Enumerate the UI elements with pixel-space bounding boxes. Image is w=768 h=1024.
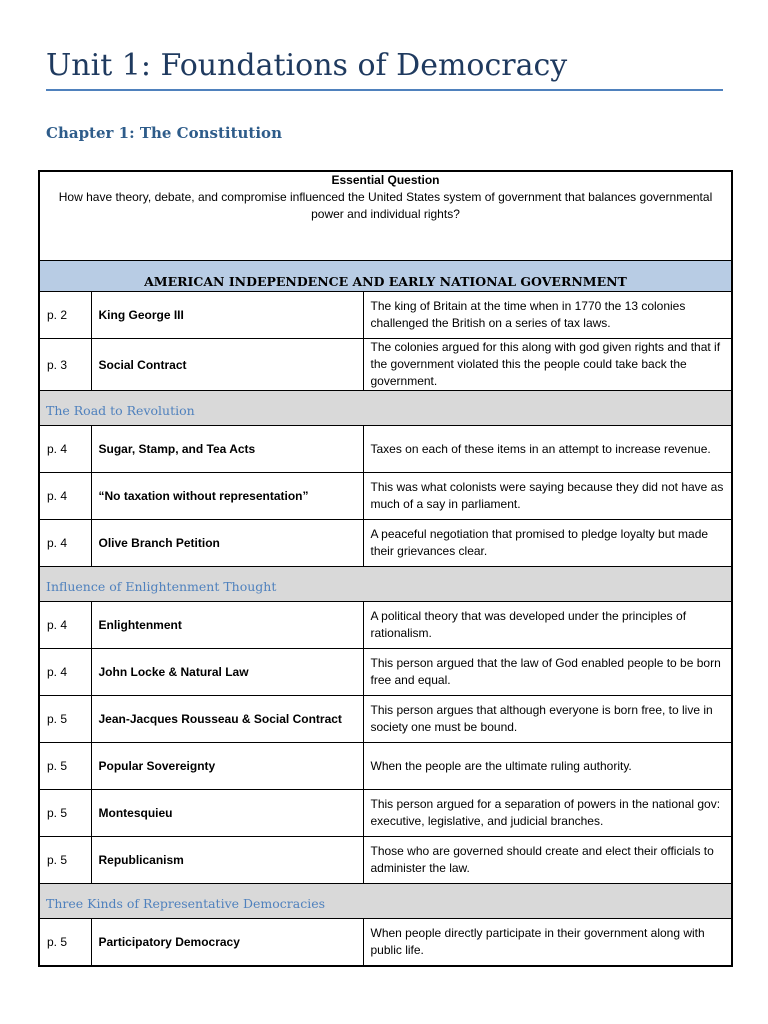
section-title: Three Kinds of Representative Democracies <box>39 884 732 919</box>
chapter-title: Chapter 1: The Constitution <box>46 124 282 142</box>
essential-question-row <box>39 171 732 261</box>
term: Jean-Jacques Rousseau & Social Contract <box>91 696 363 743</box>
essential-question-title: Essential Question <box>331 173 440 187</box>
definition: A peaceful negotiation that promised to pledge loyalty but made their grievances clear. <box>363 520 732 567</box>
term: Popular Sovereignty <box>91 743 363 790</box>
term: Enlightenment <box>91 602 363 649</box>
section-banner: AMERICAN INDEPENDENCE AND EARLY NATIONAL GOVERNMENT <box>39 261 732 292</box>
section-header-row <box>39 391 732 426</box>
banner-row <box>39 261 732 292</box>
table-row <box>39 426 732 473</box>
page-number: p. 3 <box>39 339 91 391</box>
table-row <box>39 649 732 696</box>
page-number: p. 5 <box>39 696 91 743</box>
term: John Locke & Natural Law <box>91 649 363 696</box>
term: Participatory Democracy <box>91 919 363 967</box>
page-number: p. 5 <box>39 743 91 790</box>
definition: Those who are governed should create and elect their officials to administer the law. <box>363 837 732 884</box>
essential-question-text: How have theory, debate, and compromise influenced the United States system of government that balances governmental power and individual rights? <box>58 190 713 221</box>
definition: The colonies argued for this along with god given rights and that if the government violated this the people could take back the government. <box>363 339 732 391</box>
page-number: p. 4 <box>39 602 91 649</box>
definition: This person argued that the law of God enabled people to be born free and equal. <box>363 649 732 696</box>
definition: A political theory that was developed under the principles of rationalism. <box>363 602 732 649</box>
vocabulary-table <box>38 170 733 967</box>
page-number: p. 5 <box>39 837 91 884</box>
page-number: p. 5 <box>39 919 91 967</box>
page-number: p. 4 <box>39 473 91 520</box>
definition: This person argued for a separation of powers in the national gov: executive, legislative, and judicial branches. <box>363 790 732 837</box>
title-divider <box>46 89 723 91</box>
section-header-row <box>39 884 732 919</box>
table-row <box>39 292 732 339</box>
page-number: p. 5 <box>39 790 91 837</box>
table-row <box>39 339 732 391</box>
term: King George III <box>91 292 363 339</box>
table-row <box>39 837 732 884</box>
term: Montesquieu <box>91 790 363 837</box>
term: Social Contract <box>91 339 363 391</box>
unit-title: Unit 1: Foundations of Democracy <box>46 48 568 83</box>
definition: When people directly participate in their government along with public life. <box>363 919 732 967</box>
term: Olive Branch Petition <box>91 520 363 567</box>
table-row <box>39 473 732 520</box>
table-row <box>39 520 732 567</box>
page-number: p. 4 <box>39 520 91 567</box>
section-header-row <box>39 567 732 602</box>
page-number: p. 2 <box>39 292 91 339</box>
table-row <box>39 602 732 649</box>
table-row <box>39 743 732 790</box>
term: Republicanism <box>91 837 363 884</box>
page-number: p. 4 <box>39 426 91 473</box>
definition: The king of Britain at the time when in 1770 the 13 colonies challenged the British on a series of tax laws. <box>363 292 732 339</box>
definition: This was what colonists were saying because they did not have as much of a say in parliament. <box>363 473 732 520</box>
definition: When the people are the ultimate ruling authority. <box>363 743 732 790</box>
table-row <box>39 919 732 967</box>
definition: This person argues that although everyone is born free, to live in society one must be bound. <box>363 696 732 743</box>
table-row <box>39 790 732 837</box>
term: “No taxation without representation” <box>91 473 363 520</box>
table-row <box>39 696 732 743</box>
term: Sugar, Stamp, and Tea Acts <box>91 426 363 473</box>
definition: Taxes on each of these items in an attempt to increase revenue. <box>363 426 732 473</box>
section-title: Influence of Enlightenment Thought <box>39 567 732 602</box>
essential-question-cell <box>39 171 732 261</box>
page-number: p. 4 <box>39 649 91 696</box>
section-title: The Road to Revolution <box>39 391 732 426</box>
